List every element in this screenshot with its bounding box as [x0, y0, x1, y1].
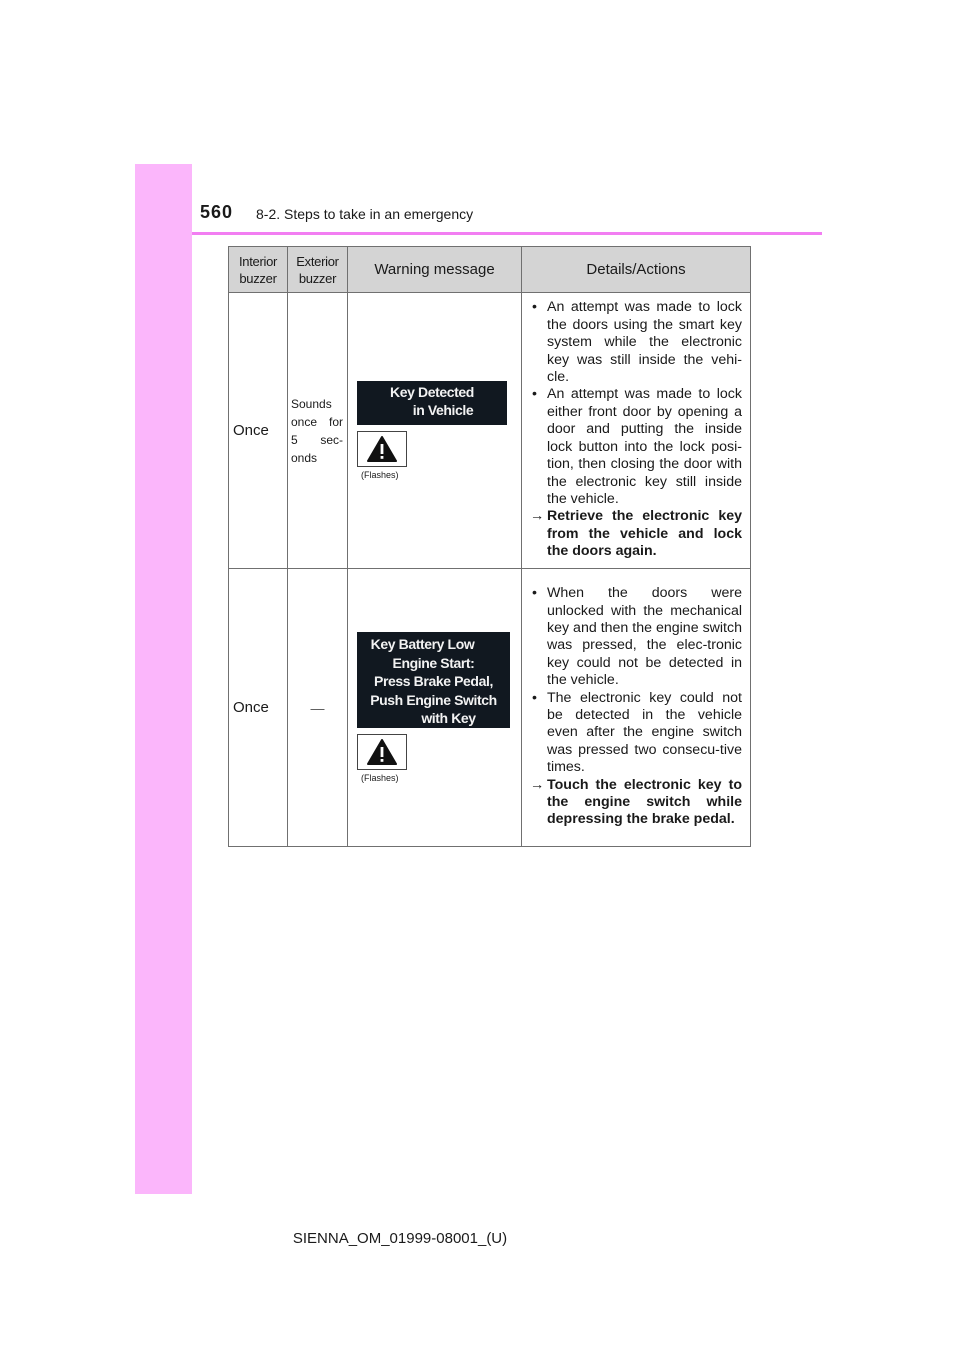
action-text: → Touch the electronic key to the engine switch while depressing the brake pedal. — [530, 776, 742, 828]
arrow-icon: → — [530, 776, 545, 793]
warning-message-cell — [348, 569, 522, 847]
exterior-buzzer-cell: — — [288, 569, 348, 847]
warning-message-display — [357, 632, 510, 728]
header-interior-buzzer: Interior buzzer — [229, 247, 288, 293]
action-text: → Retrieve the electronic key from the vehicle and lock the doors again. — [530, 508, 742, 560]
bullet-icon: • — [532, 689, 537, 706]
table-row — [229, 569, 751, 847]
details-cell — [522, 293, 751, 569]
list-item: • An attempt was made to lock the doors using the smart key system while the electronic key was still inside the vehi-cle. — [532, 299, 742, 386]
message-line: Key Battery Low — [370, 636, 475, 652]
bullet-icon: • — [532, 386, 537, 403]
bullet-icon: • — [532, 299, 537, 316]
interior-buzzer-cell: Once — [229, 569, 288, 847]
chapter-side-tab — [135, 164, 192, 1194]
interior-buzzer-cell: Once — [229, 293, 288, 569]
warning-triangle-icon — [357, 734, 407, 770]
message-line: with Key — [421, 710, 476, 726]
list-item: • When the doors were unlocked with the mechanical key and then the engine switch was pressed, the elec-tronic key could not be detected in the vehicle. — [532, 585, 742, 689]
page-number: 560 — [200, 202, 234, 222]
header-details-actions: Details/Actions — [522, 247, 751, 293]
header-rule — [192, 232, 822, 235]
list-item: • The electronic key could not be detected in the vehicle even after the engine switch was pressed two consecu-tive times. — [532, 689, 742, 776]
warning-message-display — [357, 381, 507, 425]
message-line: Press Brake Pedal, — [374, 673, 493, 689]
header-exterior-buzzer: Exterior buzzer — [288, 247, 348, 293]
document-id: SIENNA_OM_01999-08001_(U) — [292, 1230, 508, 1247]
bullet-icon: • — [532, 585, 537, 602]
flashes-label: (Flashes) — [361, 773, 399, 783]
details-cell — [522, 569, 751, 847]
flashes-label: (Flashes) — [361, 470, 399, 480]
message-line: Key Detected — [390, 384, 474, 400]
warning-table — [228, 246, 751, 847]
list-item: • An attempt was made to lock either front door by opening a door and putting the inside lock button into the lock posi-tion, then closing the door with the electronic key still inside the vehicle. — [532, 386, 742, 507]
warning-message-cell — [348, 293, 522, 569]
table-row — [229, 293, 751, 569]
exterior-buzzer-cell: Sounds once for 5 sec-onds — [288, 293, 348, 569]
header-warning-message: Warning message — [348, 247, 522, 293]
message-line: Engine Start: — [392, 654, 475, 671]
table-header-row — [229, 247, 751, 293]
arrow-icon: → — [530, 508, 545, 525]
warning-triangle-icon — [357, 431, 407, 467]
message-line: in Vehicle — [412, 402, 474, 418]
section-title: 8-2. Steps to take in an emergency — [256, 206, 474, 222]
message-line: Push Engine Switch — [370, 691, 497, 708]
